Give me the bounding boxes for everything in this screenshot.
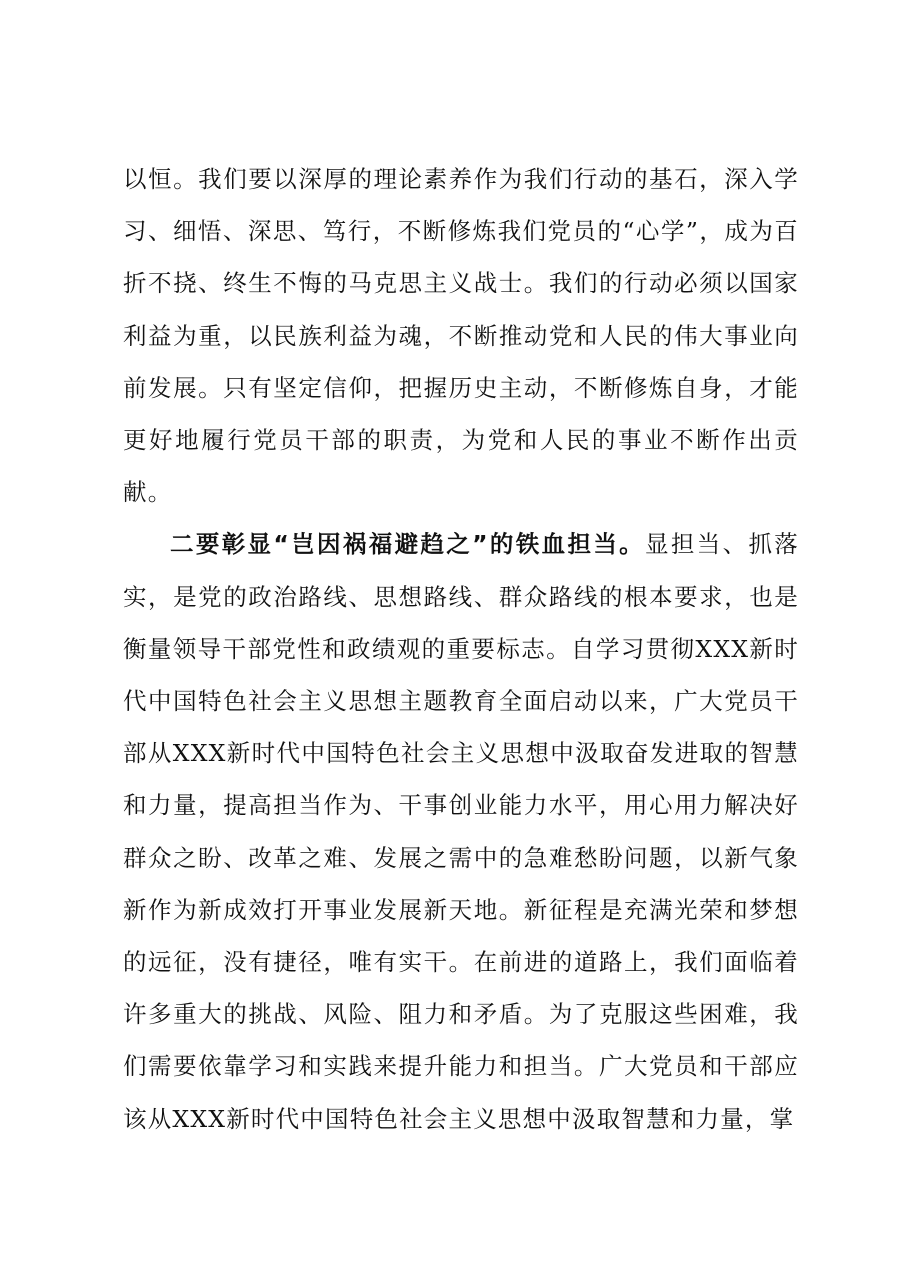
paragraph-1-text: 以恒。我们要以深厚的理论素养作为我们行动的基石，深入学习、细悟、深思、笃行，不断修炼我们党员的“心学”，成为百折不挠、终生不悔的马克思主义战士。我们的行动必须以国家利益为重，以民族利益为魂，不断推动党和人民的伟大事业向前发展。只有坚定信仰，把握历史主动，不断修炼自身，才能更好地履行党员干部的职责，为党和人民的事业不断作出贡献。 [123,165,799,507]
section-heading-inline: 二要彰显“岂因祸福避趋之”的铁血担当。 [170,530,646,559]
paragraph-continuation [123,153,799,518]
paragraph-2-text: 显担当、抓落实，是党的政治路线、思想路线、群众路线的根本要求，也是衡量领导干部党性和政绩观的重要标志。自学习贯彻XXX新时代中国特色社会主义思想主题教育全面启动以来，广大党员干部从XXX新时代中国特色社会主义思想中汲取奋发进取的智慧和力量，提高担当作为、干事创业能力水平，用心用力解决好群众之盼、改革之难、发展之需中的急难愁盼问题，以新气象新作为新成效打开事业发展新天地。新征程是充满光荣和梦想的远征，没有捷径，唯有实干。在前进的道路上，我们面临着许多重大的挑战、风险、阻力和矛盾。为了克服这些困难，我们需要依靠学习和实践来提升能力和担当。广大党员和干部应该从XXX新时代中国特色社会主义思想中汲取智慧和力量，掌 [123,530,799,1133]
document-body [123,153,799,1145]
paragraph-section-two [123,518,799,1144]
